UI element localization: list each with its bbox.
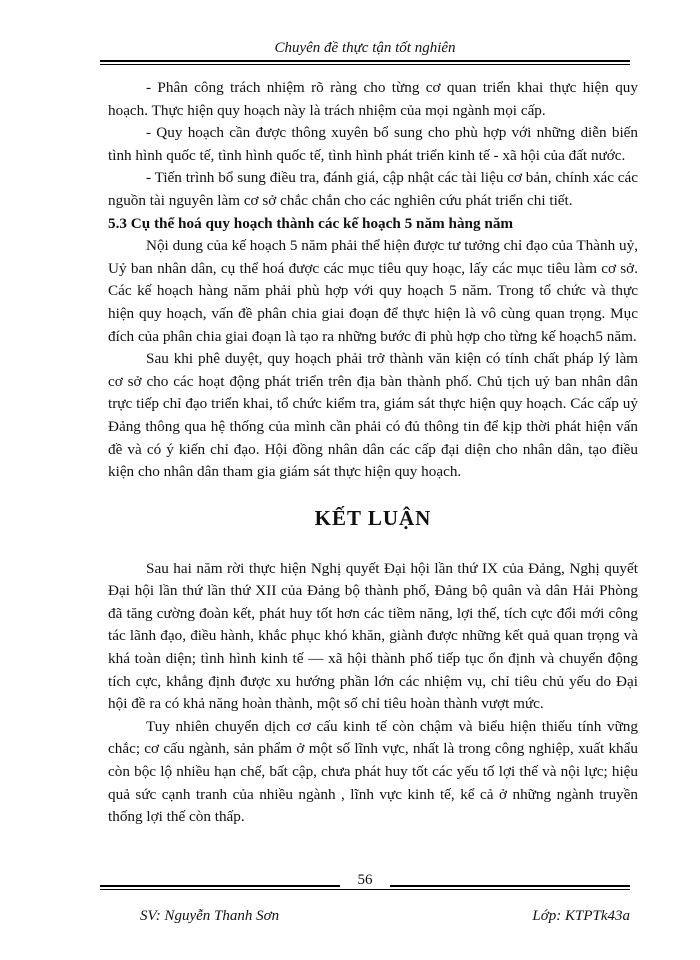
paragraph-five-year-plan: Nội dung của kế hoạch 5 năm phải thể hiện được tư tưởng chỉ đạo của Thành uỷ, Uỷ ban nhân dân, cụ thể hoá được các mục tiêu quy hoạc, lấy các mục tiêu làm cơ sở. Các kế hoạch hàng năm phải phù hợp với quy hoạch 5 năm. Trong tổ chức và thực hiện quy hoạch, vấn đề phân chia giai đoạn để thực hiện là vô cùng quan trọng. Mục đích của phân chia giai đoạn là tạo ra những bước đi phù hợp cho từng kế hoạch5 năm. xyxy=(108,237,638,345)
paragraph-conclusion-achievements: Sau hai năm rời thực hiện Nghị quyết Đại hội lần thứ IX của Đảng, Nghị quyết Đại hội lần thứ lần thứ XII của Đảng bộ thành phố, Đảng bộ quân và dân Hải Phòng đã tăng cường đoàn kết, phát huy tốt hơn các tiềm năng, lợi thế, tích cực đổi mới công tác lãnh đạo, điều hành, khắc phục khó khăn, giành được những kết quả quan trọng và khá toàn diện; tình hình kinh tế — xã hội thành phố tiếp tục ổn định và chuyển động tích cực, khẳng định được xu hướng phần lớn các nhiệm vụ, chỉ tiêu chủ yếu do Đại hội đề ra có khả năng hoàn thành, một số chỉ tiêu hoàn thành vượt mức. xyxy=(108,559,638,713)
footer-class-name: Lớp: KTPTk43a xyxy=(532,908,630,924)
footer-student-name: SV: Nguyễn Thanh Sơn xyxy=(140,908,280,924)
paragraph-update-planning: - Quy hoạch cần được thông xuyên bổ sung cho phù hợp với những diễn biến tình hình quốc tế, tình hình quốc tế, tình hình phát triển kinh tế - xã hội của đất nước. xyxy=(108,124,638,164)
paragraph-assign-responsibility: - Phân công trách nhiệm rõ ràng cho từng cơ quan triển khai thực hiện quy hoạch. Thực hiện quy hoạch này là trách nhiệm của mọi ngành mọi cấp. xyxy=(108,79,638,119)
paragraph-survey-resources: - Tiến trình bổ sung điều tra, đánh giá, cập nhật các tài liệu cơ bản, chính xác các nguồn tài nguyên làm cơ sở chắc chắn cho các nghiên cứu phát triển chi tiết. xyxy=(108,169,638,209)
paragraph-conclusion-limitations: Tuy nhiên chuyển dịch cơ cấu kinh tế còn chậm và biểu hiện thiếu tính vững chắc; cơ cấu ngành, sản phẩm ở một số lĩnh vực, nhất là trong công nghiệp, xuất khẩu còn bộc lộ nhiều hạn chế, bất cập, chưa phát huy tốt các yếu tố lợi thế và nội lực; hiệu quả sức cạnh tranh của nhiều ngành , lĩnh vực kinh tế, kể cả ở những ngành truyền thống lợi thế còn thấp. xyxy=(108,717,638,826)
section-heading-5-3: 5.3 Cụ thể hoá quy hoạch thành các kế hoạch 5 năm hàng năm xyxy=(108,214,514,232)
page-header-title: Chuyên đề thực tận tốt nghiên xyxy=(274,40,456,56)
header-divider-thin xyxy=(100,64,630,65)
page-number: 56 xyxy=(340,872,390,889)
conclusion-title: KẾT LUẬN xyxy=(314,505,432,530)
footer-divider-thin xyxy=(100,889,630,890)
document-body xyxy=(108,77,638,829)
header-divider xyxy=(100,60,630,62)
paragraph-after-approval: Sau khi phê duyệt, quy hoạch phải trở thành văn kiện có tính chất pháp lý làm cơ sở cho các hoạt động phát triển trên địa bàn thành phố. Chủ tịch uỷ ban nhân dân trực tiếp chỉ đạo triển khai, tổ chức kiểm tra, giám sát thực hiện quy hoạch. Các cấp uỷ Đảng thông qua hệ thống của mình cần phải có đủ thông tin để kịp thời phát hiện vấn đề và có ý kiến chỉ đạo. Hội đồng nhân dân các cấp đại diện cho nhân dân, tạo điều kiện cho nhân dân tham gia giám sát thực hiện quy hoạch. xyxy=(108,350,638,481)
